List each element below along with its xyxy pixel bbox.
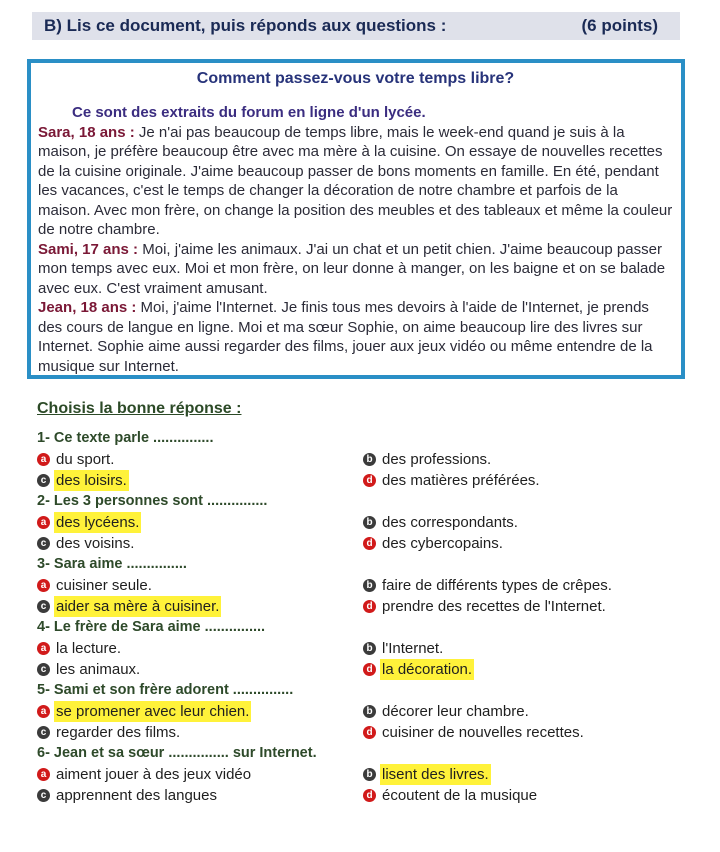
paragraph-jean xyxy=(38,298,673,376)
option-letter-icon: a xyxy=(37,516,50,529)
option-text: l'Internet. xyxy=(382,640,444,657)
quiz xyxy=(37,398,697,806)
question-list xyxy=(37,428,697,806)
option-text: apprennent des langues xyxy=(56,787,217,804)
question-4 xyxy=(37,617,697,680)
option-b[interactable] xyxy=(363,701,683,722)
speaker-name: Jean, 18 ans : xyxy=(38,299,137,316)
option-c[interactable] xyxy=(37,722,363,743)
option-row xyxy=(37,764,697,785)
option-d[interactable] xyxy=(363,785,683,806)
option-row xyxy=(37,722,697,743)
option-row xyxy=(37,638,697,659)
paragraph-text: Moi, j'aime les animaux. J'ai un chat et un petit chien. J'aime beaucoup passer mon temps avec eux. Moi et mon frère, on leur donne à manger, on les baigne et on se balade avec eux. C'est vraiment amusant. xyxy=(38,240,666,297)
option-text-highlighted: aider sa mère à cuisiner. xyxy=(56,598,220,615)
question-3 xyxy=(37,554,697,617)
option-letter-icon: c xyxy=(37,600,50,613)
option-b[interactable] xyxy=(363,512,683,533)
option-text: des cybercopains. xyxy=(382,535,503,552)
option-letter-icon: a xyxy=(37,453,50,466)
section-points: (6 points) xyxy=(581,16,658,35)
option-text-highlighted: des loisirs. xyxy=(56,472,127,489)
option-c[interactable] xyxy=(37,659,363,680)
option-letter-icon: a xyxy=(37,642,50,655)
option-b[interactable] xyxy=(363,449,683,470)
option-text: cuisiner de nouvelles recettes. xyxy=(382,724,584,741)
option-letter-icon: d xyxy=(363,600,376,613)
option-a[interactable] xyxy=(37,764,363,785)
option-a[interactable] xyxy=(37,449,363,470)
paragraph-text: Moi, j'aime l'Internet. Je finis tous mes devoirs à l'aide de l'Internet, je prends des cours de langue en ligne. Moi et ma sœur Sophie, on aime beaucoup lire des livres sur Internet. Sophie aime aussi regarder des films, jouer aux jeux vidéo ou même entendre de la musique sur Internet. xyxy=(38,299,653,375)
option-text: des matières préférées. xyxy=(382,472,540,489)
question-title: 2- Les 3 personnes sont ............... xyxy=(37,493,268,509)
option-text: les animaux. xyxy=(56,661,141,678)
option-text: des correspondants. xyxy=(382,514,518,531)
option-letter-icon: c xyxy=(37,663,50,676)
option-c[interactable] xyxy=(37,533,363,554)
option-d[interactable] xyxy=(363,596,683,617)
option-letter-icon: a xyxy=(37,579,50,592)
quiz-heading: Choisis la bonne réponse : xyxy=(37,400,242,417)
option-text-highlighted: se promener avec leur chien. xyxy=(56,703,250,720)
option-d[interactable] xyxy=(363,533,683,554)
option-text-highlighted: la décoration. xyxy=(382,661,473,678)
option-text: des voisins. xyxy=(56,535,135,552)
option-row xyxy=(37,659,697,680)
section-header xyxy=(32,12,680,40)
option-text-highlighted: lisent des livres. xyxy=(382,766,489,783)
option-letter-icon: b xyxy=(363,516,376,529)
question-title: 3- Sara aime ............... xyxy=(37,556,187,572)
speaker-name: Sara, 18 ans : xyxy=(38,123,135,141)
option-a[interactable] xyxy=(37,575,363,596)
option-row xyxy=(37,470,697,491)
speaker-name: Sami, 17 ans : xyxy=(38,240,139,258)
question-title: 6- Jean et sa sœur ............... sur Internet. xyxy=(37,745,317,761)
option-letter-icon: b xyxy=(363,705,376,718)
option-row xyxy=(37,701,697,722)
option-row xyxy=(37,596,697,617)
option-row xyxy=(37,449,697,470)
document-intro: Ce sont des extraits du forum en ligne d'un lycée. xyxy=(72,104,426,121)
option-a[interactable] xyxy=(37,638,363,659)
option-row xyxy=(37,533,697,554)
option-text: cuisiner seule. xyxy=(56,577,152,594)
option-letter-icon: d xyxy=(363,537,376,550)
option-letter-icon: a xyxy=(37,768,50,781)
option-text: décorer leur chambre. xyxy=(382,703,529,720)
option-a[interactable] xyxy=(37,701,363,722)
question-1 xyxy=(37,428,697,491)
option-letter-icon: c xyxy=(37,537,50,550)
option-letter-icon: c xyxy=(37,474,50,487)
question-title: 4- Le frère de Sara aime ............... xyxy=(37,619,266,635)
option-b[interactable] xyxy=(363,575,683,596)
option-text: du sport. xyxy=(56,451,115,468)
option-text: aiment jouer à des jeux vidéo xyxy=(56,766,252,783)
option-letter-icon: d xyxy=(363,726,376,739)
option-row xyxy=(37,512,697,533)
question-title: 5- Sami et son frère adorent ............... xyxy=(37,682,294,698)
option-row xyxy=(37,785,697,806)
option-text: prendre des recettes de l'Internet. xyxy=(382,598,606,615)
option-text: des professions. xyxy=(382,451,492,468)
option-letter-icon: a xyxy=(37,705,50,718)
question-2 xyxy=(37,491,697,554)
option-text-highlighted: des lycéens. xyxy=(56,514,140,531)
option-c[interactable] xyxy=(37,785,363,806)
option-text: faire de différents types de crêpes. xyxy=(382,577,612,594)
option-d[interactable] xyxy=(363,659,683,680)
option-letter-icon: c xyxy=(37,789,50,802)
option-row xyxy=(37,575,697,596)
option-b[interactable] xyxy=(363,764,683,785)
question-6 xyxy=(37,743,697,806)
question-title: 1- Ce texte parle ............... xyxy=(37,430,214,446)
question-5 xyxy=(37,680,697,743)
option-letter-icon: d xyxy=(363,789,376,802)
paragraph-text: Je n'ai pas beaucoup de temps libre, mais le week-end quand je suis à la maison, je préfère beaucoup être avec ma mère à la cuisine. On essaye de nouvelles recettes de la cuisine originale. J'aime beaucoup passer de bons moments en famille. En été, pendant les vacances, c'est le temps de changer la décoration de notre chambre et parfois de la maison. Avec mon frère, on change la position des meubles et des tableaux et même la couleur de notre chambre. xyxy=(38,123,673,238)
option-letter-icon: b xyxy=(363,768,376,781)
option-letter-icon: d xyxy=(363,474,376,487)
option-b[interactable] xyxy=(363,638,683,659)
paragraph-sami xyxy=(38,240,673,299)
option-text: la lecture. xyxy=(56,640,122,657)
option-c[interactable] xyxy=(37,470,363,491)
option-c[interactable] xyxy=(37,596,363,617)
option-text: écoutent de la musique xyxy=(382,787,538,804)
section-title: B) Lis ce document, puis réponds aux questions : xyxy=(44,16,447,35)
option-letter-icon: d xyxy=(363,663,376,676)
document-title: Comment passez-vous votre temps libre? xyxy=(196,70,515,87)
option-text: regarder des films. xyxy=(56,724,181,741)
option-a[interactable] xyxy=(37,512,363,533)
option-letter-icon: c xyxy=(37,726,50,739)
option-d[interactable] xyxy=(363,470,683,491)
document-box xyxy=(27,59,685,379)
option-d[interactable] xyxy=(363,722,683,743)
paragraph-sara xyxy=(38,123,673,240)
option-letter-icon: b xyxy=(363,642,376,655)
option-letter-icon: b xyxy=(363,579,376,592)
option-letter-icon: b xyxy=(363,453,376,466)
